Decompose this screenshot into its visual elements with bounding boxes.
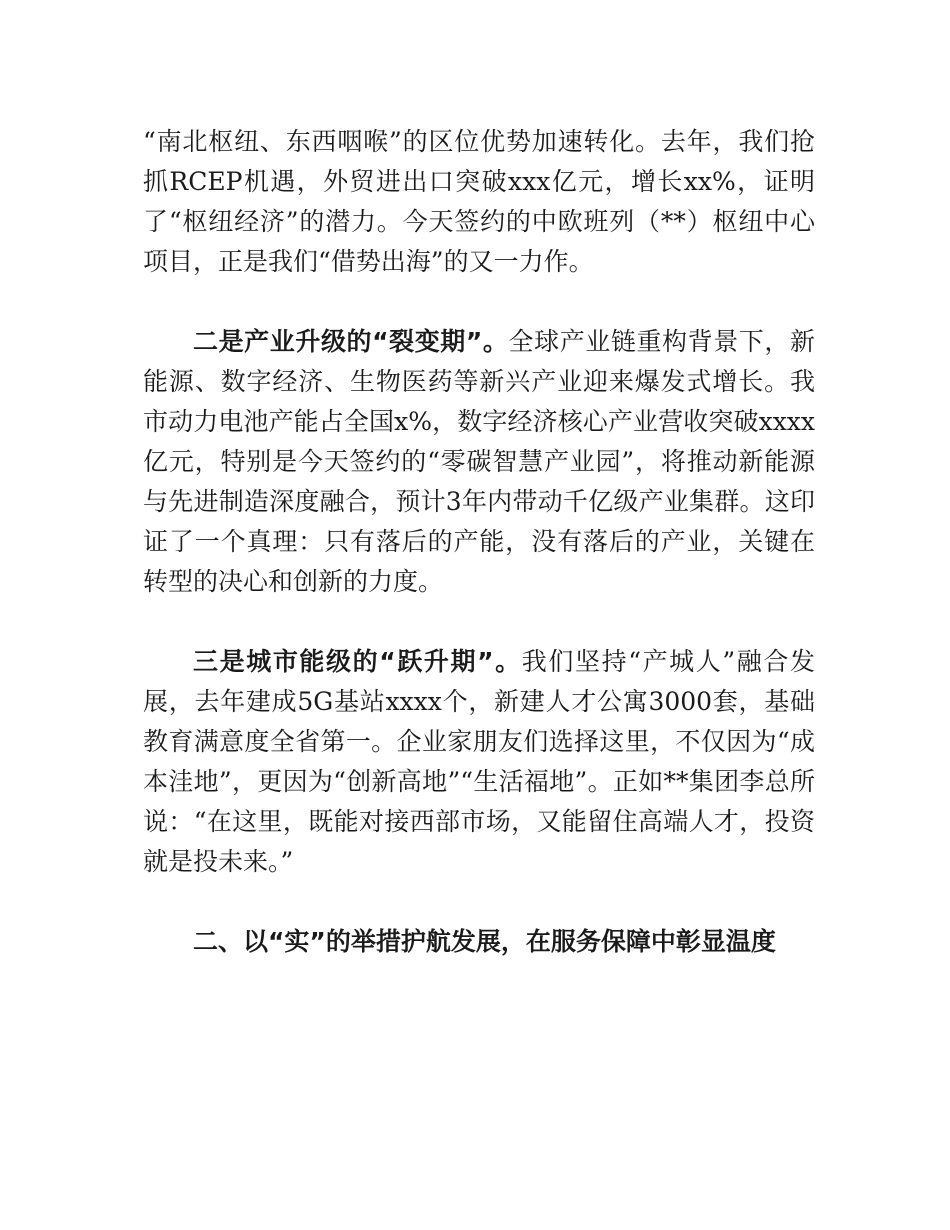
paragraph-industrial-upgrade-text: 全球产业链重构背景下，新能源、数字经济、生物医药等新兴产业迎来爆发式增长。我市动力电池产能占全国x%，数字经济核心产业营收突破xxxx亿元，特别是今天签约的“零碳智慧产业园”，将推动新能源与先进制造深度融合，预计3年内带动千亿级产业集群。这印证了一个真理：只有落后的产能，没有落后的产业，关键在转型的决心和创新的力度。 bbox=[143, 327, 815, 596]
paragraph-industrial-upgrade bbox=[143, 322, 815, 602]
document-body bbox=[143, 122, 815, 962]
paragraph-industrial-upgrade-lead: 二是产业升级的“裂变期”。 bbox=[193, 327, 509, 356]
paragraph-city-level-text: 我们坚持“产城人”融合发展，去年建成5G基站xxxx个，新建人才公寓3000套，基础教育满意度全省第一。企业家朋友们选择这里，不仅因为“成本洼地”，更因为“创新高地”“生活福地”。正如**集团李总所说：“在这里，既能对接西部市场，又能留住高端人才，投资就是投未来。” bbox=[143, 647, 816, 876]
paragraph-hub-economy: “南北枢纽、东西咽喉”的区位优势加速转化。去年，我们抢抓RCEP机遇，外贸进出口突破xxx亿元，增长xx%，证明了“枢纽经济”的潜力。今天签约的中欧班列（**）枢纽中心项目，正是我们“借势出海”的又一力作。 bbox=[143, 127, 815, 276]
section-heading: 二、以“实”的举措护航发展，在服务保障中彰显温度 bbox=[193, 927, 776, 956]
paragraph-city-level-lead: 三是城市能级的“跃升期”。 bbox=[193, 647, 522, 676]
paragraph-city-level bbox=[143, 642, 815, 882]
